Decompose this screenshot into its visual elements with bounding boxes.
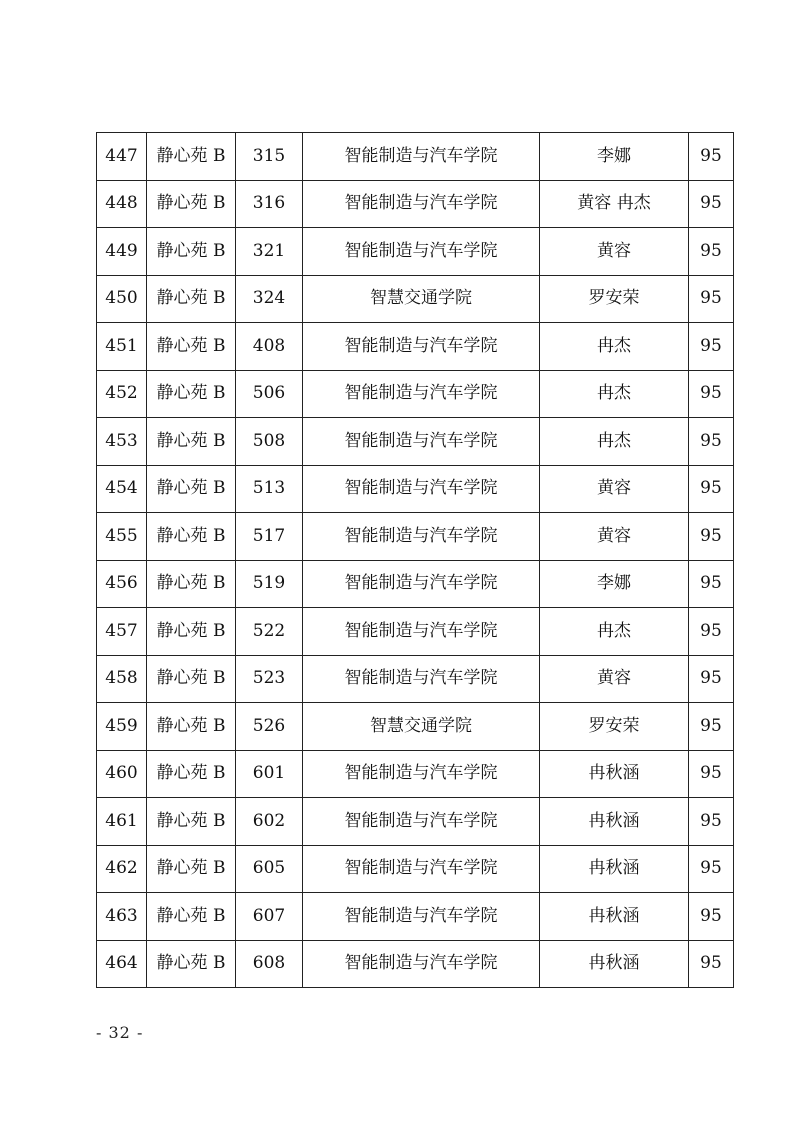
cell-score: 95: [689, 560, 734, 608]
cell-inspector: 冉杰: [540, 418, 689, 466]
cell-room: 522: [236, 608, 303, 656]
cell-room: 506: [236, 370, 303, 418]
table-row: [97, 703, 734, 751]
table-row: [97, 275, 734, 323]
cell-college: 智能制造与汽车学院: [303, 560, 540, 608]
cell-room: 602: [236, 798, 303, 846]
cell-number: 464: [97, 940, 147, 988]
cell-number: 449: [97, 228, 147, 276]
cell-room: 408: [236, 323, 303, 371]
cell-score: 95: [689, 465, 734, 513]
cell-room: 601: [236, 750, 303, 798]
cell-score: 95: [689, 655, 734, 703]
table-row: [97, 608, 734, 656]
cell-inspector: 黄容: [540, 465, 689, 513]
cell-number: 458: [97, 655, 147, 703]
cell-number: 456: [97, 560, 147, 608]
cell-inspector: 黄容: [540, 228, 689, 276]
table-row: [97, 513, 734, 561]
cell-building: 静心苑 B: [147, 513, 236, 561]
cell-inspector: 冉秋涵: [540, 750, 689, 798]
cell-college: 智能制造与汽车学院: [303, 418, 540, 466]
cell-inspector: 李娜: [540, 133, 689, 181]
cell-building: 静心苑 B: [147, 798, 236, 846]
cell-score: 95: [689, 750, 734, 798]
cell-score: 95: [689, 940, 734, 988]
cell-room: 321: [236, 228, 303, 276]
cell-building: 静心苑 B: [147, 655, 236, 703]
cell-college: 智能制造与汽车学院: [303, 940, 540, 988]
cell-inspector: 冉秋涵: [540, 940, 689, 988]
cell-building: 静心苑 B: [147, 228, 236, 276]
cell-inspector: 冉杰: [540, 370, 689, 418]
cell-inspector: 冉秋涵: [540, 893, 689, 941]
cell-college: 智能制造与汽车学院: [303, 750, 540, 798]
cell-number: 448: [97, 180, 147, 228]
cell-score: 95: [689, 608, 734, 656]
cell-building: 静心苑 B: [147, 608, 236, 656]
cell-building: 静心苑 B: [147, 703, 236, 751]
cell-room: 508: [236, 418, 303, 466]
cell-inspector: 冉秋涵: [540, 798, 689, 846]
cell-inspector: 罗安荣: [540, 703, 689, 751]
table-row: [97, 370, 734, 418]
table-row: [97, 133, 734, 181]
cell-inspector: 李娜: [540, 560, 689, 608]
cell-number: 457: [97, 608, 147, 656]
cell-number: 454: [97, 465, 147, 513]
cell-inspector: 冉杰: [540, 608, 689, 656]
cell-room: 315: [236, 133, 303, 181]
cell-college: 智能制造与汽车学院: [303, 465, 540, 513]
cell-college: 智能制造与汽车学院: [303, 133, 540, 181]
cell-room: 513: [236, 465, 303, 513]
cell-building: 静心苑 B: [147, 465, 236, 513]
table-row: [97, 180, 734, 228]
cell-building: 静心苑 B: [147, 845, 236, 893]
cell-inspector: 冉秋涵: [540, 845, 689, 893]
cell-inspector: 罗安荣: [540, 275, 689, 323]
cell-room: 526: [236, 703, 303, 751]
table-body: [97, 133, 734, 988]
cell-room: 517: [236, 513, 303, 561]
cell-score: 95: [689, 418, 734, 466]
cell-building: 静心苑 B: [147, 370, 236, 418]
cell-score: 95: [689, 180, 734, 228]
cell-number: 447: [97, 133, 147, 181]
cell-college: 智能制造与汽车学院: [303, 798, 540, 846]
cell-score: 95: [689, 893, 734, 941]
cell-college: 智能制造与汽车学院: [303, 893, 540, 941]
table-row: [97, 228, 734, 276]
cell-college: 智能制造与汽车学院: [303, 228, 540, 276]
cell-number: 450: [97, 275, 147, 323]
cell-college: 智能制造与汽车学院: [303, 655, 540, 703]
cell-number: 460: [97, 750, 147, 798]
cell-score: 95: [689, 370, 734, 418]
dormitory-score-table: [96, 132, 734, 988]
cell-room: 324: [236, 275, 303, 323]
cell-building: 静心苑 B: [147, 560, 236, 608]
table-row: [97, 750, 734, 798]
cell-building: 静心苑 B: [147, 893, 236, 941]
cell-score: 95: [689, 275, 734, 323]
table-row: [97, 798, 734, 846]
cell-inspector: 黄容: [540, 655, 689, 703]
cell-score: 95: [689, 845, 734, 893]
cell-college: 智能制造与汽车学院: [303, 370, 540, 418]
cell-score: 95: [689, 228, 734, 276]
cell-building: 静心苑 B: [147, 275, 236, 323]
cell-room: 316: [236, 180, 303, 228]
cell-number: 452: [97, 370, 147, 418]
table-row: [97, 940, 734, 988]
cell-building: 静心苑 B: [147, 750, 236, 798]
cell-inspector: 冉杰: [540, 323, 689, 371]
cell-number: 453: [97, 418, 147, 466]
cell-number: 451: [97, 323, 147, 371]
cell-score: 95: [689, 798, 734, 846]
cell-score: 95: [689, 703, 734, 751]
table-row: [97, 845, 734, 893]
cell-college: 智能制造与汽车学院: [303, 845, 540, 893]
cell-college: 智能制造与汽车学院: [303, 513, 540, 561]
cell-number: 459: [97, 703, 147, 751]
cell-room: 608: [236, 940, 303, 988]
cell-room: 519: [236, 560, 303, 608]
cell-building: 静心苑 B: [147, 323, 236, 371]
table-row: [97, 418, 734, 466]
cell-room: 605: [236, 845, 303, 893]
cell-building: 静心苑 B: [147, 133, 236, 181]
cell-room: 607: [236, 893, 303, 941]
cell-score: 95: [689, 133, 734, 181]
table-row: [97, 560, 734, 608]
cell-inspector: 黄容: [540, 513, 689, 561]
cell-college: 智能制造与汽车学院: [303, 180, 540, 228]
table-row: [97, 465, 734, 513]
page-number: - 32 -: [96, 1023, 144, 1042]
cell-college: 智慧交通学院: [303, 703, 540, 751]
cell-building: 静心苑 B: [147, 940, 236, 988]
cell-number: 463: [97, 893, 147, 941]
cell-number: 462: [97, 845, 147, 893]
cell-number: 455: [97, 513, 147, 561]
table-row: [97, 323, 734, 371]
cell-college: 智慧交通学院: [303, 275, 540, 323]
cell-inspector: 黄容 冉杰: [540, 180, 689, 228]
cell-building: 静心苑 B: [147, 418, 236, 466]
cell-college: 智能制造与汽车学院: [303, 323, 540, 371]
cell-building: 静心苑 B: [147, 180, 236, 228]
table-row: [97, 655, 734, 703]
cell-number: 461: [97, 798, 147, 846]
cell-score: 95: [689, 513, 734, 561]
cell-room: 523: [236, 655, 303, 703]
cell-college: 智能制造与汽车学院: [303, 608, 540, 656]
cell-score: 95: [689, 323, 734, 371]
table-row: [97, 893, 734, 941]
